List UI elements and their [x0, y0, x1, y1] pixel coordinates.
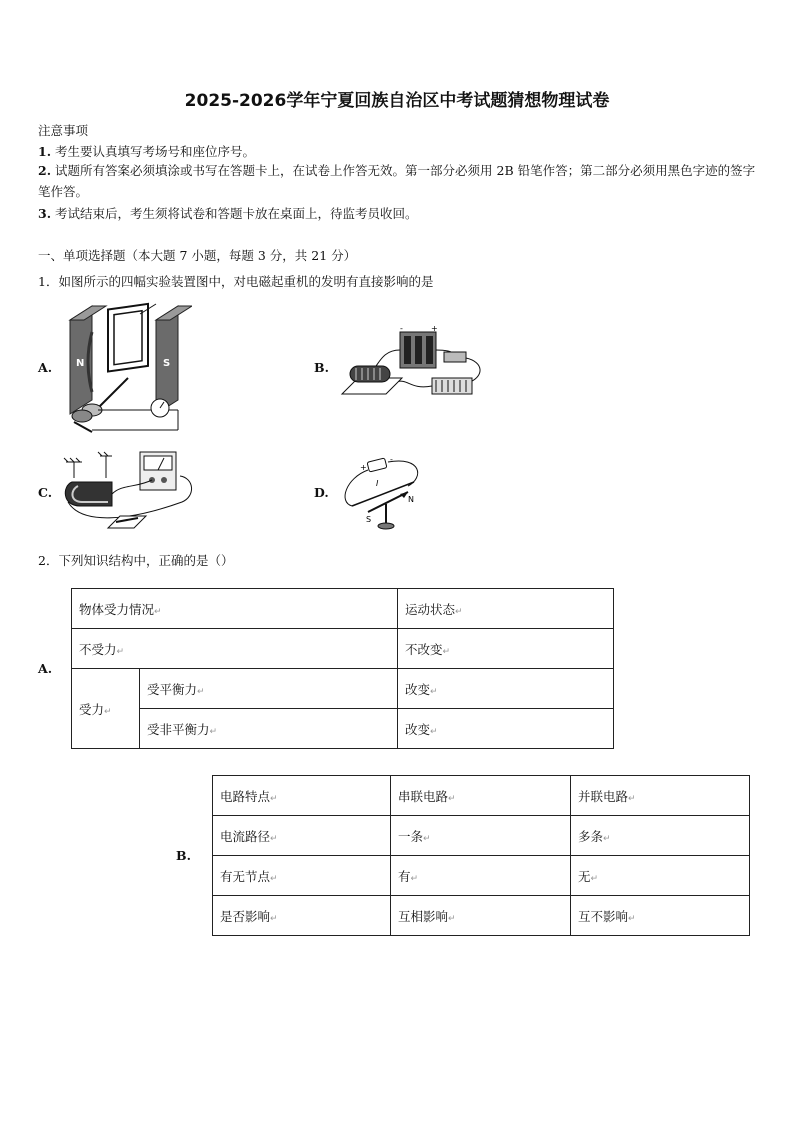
magnet-south-label: S	[163, 358, 171, 369]
needle-south-label: S	[366, 515, 372, 524]
section-heading: 一、单项选择题（本大题 7 小题，每题 3 分，共 21 分）	[38, 248, 357, 263]
table-row	[213, 816, 750, 856]
table-cell: 串联电路↵	[391, 776, 571, 816]
table-cell: 互不影响↵	[571, 896, 750, 936]
table-row	[72, 709, 614, 749]
table-cell: 互相影响↵	[391, 896, 571, 936]
table-row	[72, 629, 614, 669]
notice-item-number: 1.	[38, 144, 52, 159]
circuit-features-table	[212, 775, 750, 936]
option-d-label: D.	[314, 485, 329, 500]
q2-option-b-label: B.	[176, 848, 191, 863]
table-cell: 受非平衡力↵	[140, 709, 398, 749]
table-row	[213, 896, 750, 936]
table-row	[72, 589, 614, 629]
table-cell: 是否影响↵	[213, 896, 391, 936]
table-cell: 物体受力情况↵	[72, 589, 398, 629]
question-1-stem: 1．如图所示的四幅实验装置图中，对电磁起重机的发明有直接影响的是	[38, 274, 434, 289]
needle-north-label: N	[408, 495, 414, 504]
force-motion-table	[71, 588, 614, 749]
wire-minus-label: -	[390, 455, 393, 464]
notice-item-3	[38, 204, 418, 222]
table-cell: 受平衡力↵	[140, 669, 398, 709]
table-cell: 一条↵	[391, 816, 571, 856]
table-cell: 多条↵	[571, 816, 750, 856]
option-c-label: C.	[38, 485, 53, 500]
battery-plus-label: +	[431, 324, 438, 333]
wire-plus-label: +	[360, 463, 367, 472]
notice-item-number: 3.	[38, 206, 52, 221]
table-cell: 改变↵	[398, 709, 614, 749]
induction-coil-experiment-figure	[62, 450, 202, 532]
current-label: I	[376, 479, 379, 488]
magnet-north-label: N	[76, 358, 85, 369]
q2-option-a-label: A.	[38, 661, 53, 676]
table-cell: 电路特点↵	[213, 776, 391, 816]
table-cell: 无↵	[571, 856, 750, 896]
table-row	[213, 856, 750, 896]
table-cell: 改变↵	[398, 669, 614, 709]
generator-experiment-figure	[62, 302, 192, 434]
notice-item-1	[38, 142, 255, 160]
page-title: 2025-2026学年宁夏回族自治区中考试题猜想物理试卷	[184, 91, 610, 111]
question-2-stem: 2．下列知识结构中，正确的是（）	[38, 553, 234, 568]
table-cell: 不改变↵	[398, 629, 614, 669]
notice-item-2	[38, 160, 760, 202]
table-cell: 电流路径↵	[213, 816, 391, 856]
electromagnet-experiment-figure	[338, 322, 486, 410]
option-b-label: B.	[314, 360, 329, 375]
notice-heading: 注意事项	[38, 123, 89, 138]
table-cell: 有无节点↵	[213, 856, 391, 896]
battery-minus-label: -	[400, 324, 403, 333]
notice-item-number: 2.	[38, 163, 52, 178]
table-cell: 受力↵	[72, 669, 140, 749]
oersted-experiment-figure	[338, 452, 428, 532]
notice-item-text: 考生要认真填写考场号和座位序号。	[55, 144, 256, 159]
table-cell: 运动状态↵	[398, 589, 614, 629]
notice-item-text: 试题所有答案必须填涂或书写在答题卡上，在试卷上作答无效。第一部分必须用 2B 铅笔作答；第二部分必须用黑色字迹的签字笔作答。	[38, 163, 756, 199]
option-a-label: A.	[38, 360, 53, 375]
table-cell: 有↵	[391, 856, 571, 896]
notice-item-text: 考试结束后，考生须将试卷和答题卡放在桌面上，待监考员收回。	[55, 206, 418, 221]
table-cell: 并联电路↵	[571, 776, 750, 816]
table-row	[213, 776, 750, 816]
table-row	[72, 669, 614, 709]
table-cell: 不受力↵	[72, 629, 398, 669]
